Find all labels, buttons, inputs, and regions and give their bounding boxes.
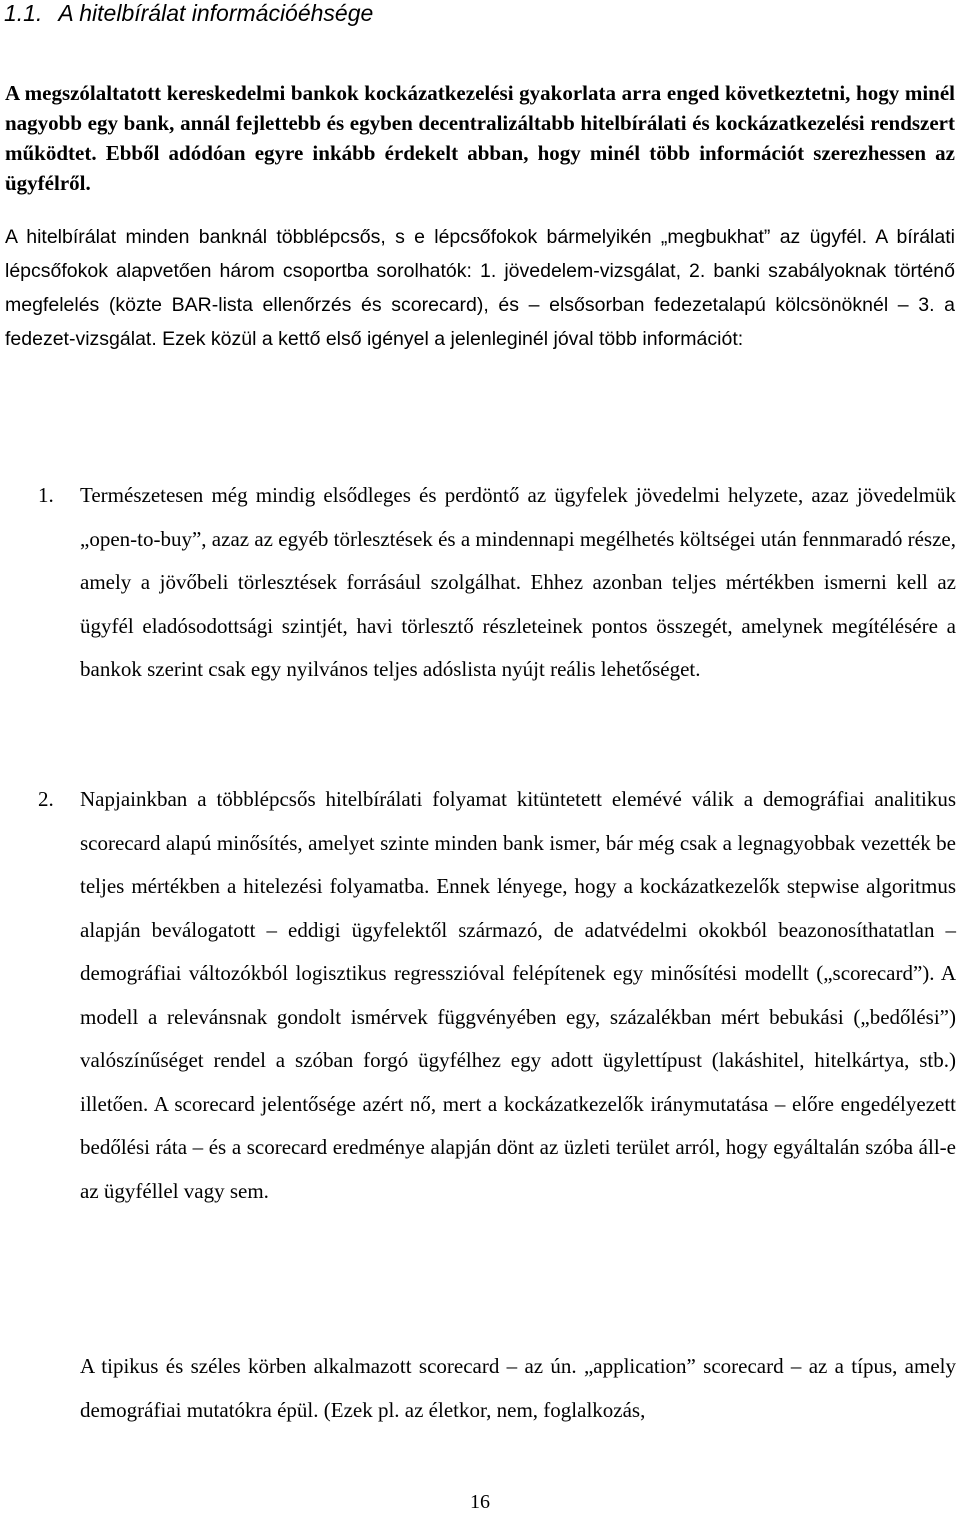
paragraph-scorecard-types: A tipikus és széles körben alkalmazott scorecard – az ún. „application” scorecard – az a típus, amely demográfiai mutatókra épül. (Ezek pl. az életkor, nem, foglalkozás, [80,1354,956,1422]
section-number: 1.1. [4,0,43,26]
list-item-number: 1. [38,483,54,507]
section-title: A hitelbírálat információéhsége [58,0,374,26]
page-number: 16 [470,1491,490,1513]
list-item-text: Napjainkban a többlépcsős hitelbírálati folyamat kitüntetett elemévé válik a demográfiai analitikus scorecard alapú minősítés, amelyet szinte minden bank ismer, bár még csak a legnagyobbak vezették be teljes mértékben a hitelezési folyamatba. Ennek lényege, hogy a kockázatkezelők stepwise algoritmus alapján beválogatott – eddigi ügyfelektől származó, de adatvédelmi okokból beazonosíthatatlan – demográfiai változókból logisztikus regresszióval felépítenek egy minősítési modellt („scorecard”). A modell a relevánsnak gondolt ismérvek függvényében egy, százalékban mért bebukási („bedőlési”) valószínűséget rendel a szóban forgó ügyfélhez egy adott ügylettípust (lakáshitel, hitelkártya, stb.) illetően. A scorecard jelentősége azért nő, mert a kockázatkezelők iránymutatása – előre engedélyezett bedőlési ráta – és a scorecard eredménye alapján dönt az üzleti terület arról, hogy egyáltalán szóba áll-e az ügyféllel vagy sem. [80,787,956,1203]
paragraph-credit-assessment: A hitelbírálat minden banknál többlépcsős, s e lépcsőfokok bármelyikén „megbukhat” az ügyfél. A bírálati lépcsőfokok alapvetően három csoportba sorolhatók: 1. jövedelem-vizsgálat, 2. banki szabályoknak történő megfelelés (közte BAR-lista ellenőrzés és scorecard), és – elsősorban fedezetalapú kölcsönöknél – 3. a fedezet-vizsgálat. Ezek közül a kettő első igényel a jelenleginél jóval több információt: [5,226,955,350]
section-heading [4,0,373,26]
list-item-text: Természetesen még mindig elsődleges és perdöntő az ügyfelek jövedelmi helyzete, azaz jövedelmük „open-to-buy”, azaz az egyéb törlesztések és a mindennapi megélhetés költségei után fennmaradó része, amely a jövőbeli törlesztések forrásául szolgálhat. Ehhez azonban teljes mértékben ismerni kell az ügyfél eladósodottsági szintjét, havi törlesztő részleteinek pontos összegét, amelynek megítélésére a bankok szerint csak egy nyilvános teljes adóslista nyújt reális lehetőséget. [80,483,956,681]
list-item-number: 2. [38,787,54,811]
intro-paragraph: A megszólaltatott kereskedelmi bankok kockázatkezelési gyakorlata arra enged következtetni, hogy minél nagyobb egy bank, annál fejlettebb és egyben decentralizáltabb hitelbírálati és kockázatkezelési rendszert működtet. Ebből adódóan egyre inkább érdekelt abban, hogy minél több információt szerezhessen az ügyfélről. [5,81,955,195]
